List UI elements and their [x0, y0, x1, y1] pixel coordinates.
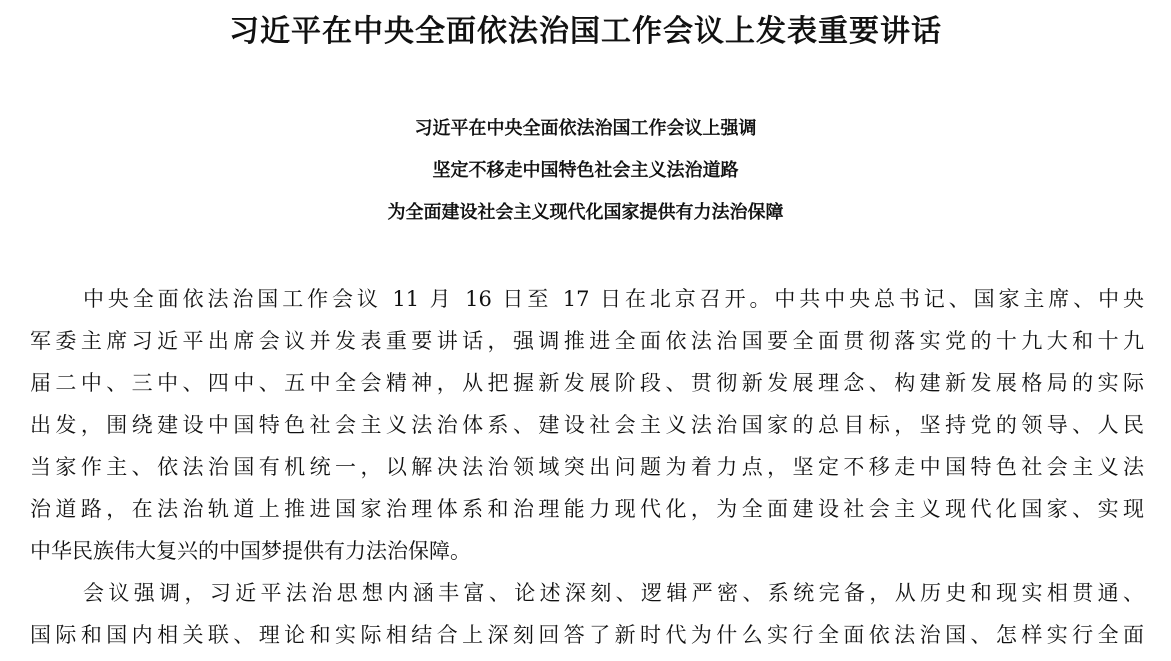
paragraph: [30, 278, 1144, 572]
paragraph: [30, 572, 1144, 656]
paragraph-line: 中央全面依法治国工作会议 11 月 16 日至 17 日在北京召开。中共中央总书记、国家主席、中央: [83, 287, 1144, 311]
document-title: 习近平在中央全面依法治国工作会议上发表重要讲话: [229, 14, 942, 49]
paragraph-line: 国际和国内相关联、理论和实际相结合上深刻回答了新时代为什么实行全面依法治国、怎样实行全面: [30, 623, 1144, 647]
article-body: [30, 278, 1144, 656]
paragraph-line: 出发，围绕建设中国特色社会主义法治体系、建设社会主义法治国家的总目标，坚持党的领导、人民: [30, 413, 1144, 437]
subtitle-line: 为全面建设社会主义现代化国家提供有力法治保障: [387, 202, 784, 223]
subtitle-line: 习近平在中央全面依法治国工作会议上强调: [414, 118, 757, 139]
paragraph-line: 治道路，在法治轨道上推进国家治理体系和治理能力现代化，为全面建设社会主义现代化国家、实现: [30, 497, 1144, 521]
subtitle-block: [0, 108, 1171, 234]
paragraph-line: 会议强调，习近平法治思想内涵丰富、论述深刻、逻辑严密、系统完备，从历史和现实相贯通、: [83, 581, 1144, 605]
subtitle-line: 坚定不移走中国特色社会主义法治道路: [432, 160, 739, 181]
paragraph-line: 中华民族伟大复兴的中国梦提供有力法治保障。: [30, 539, 471, 563]
paragraph-line: 届二中、三中、四中、五中全会精神，从把握新发展阶段、贯彻新发展理念、构建新发展格局的实际: [30, 371, 1144, 395]
paragraph-line: 当家作主、依法治国有机统一，以解决法治领域突出问题为着力点，坚定不移走中国特色社会主义法: [30, 455, 1144, 479]
paragraph-line: 军委主席习近平出席会议并发表重要讲话，强调推进全面依法治国要全面贯彻落实党的十九大和十九: [30, 329, 1144, 353]
